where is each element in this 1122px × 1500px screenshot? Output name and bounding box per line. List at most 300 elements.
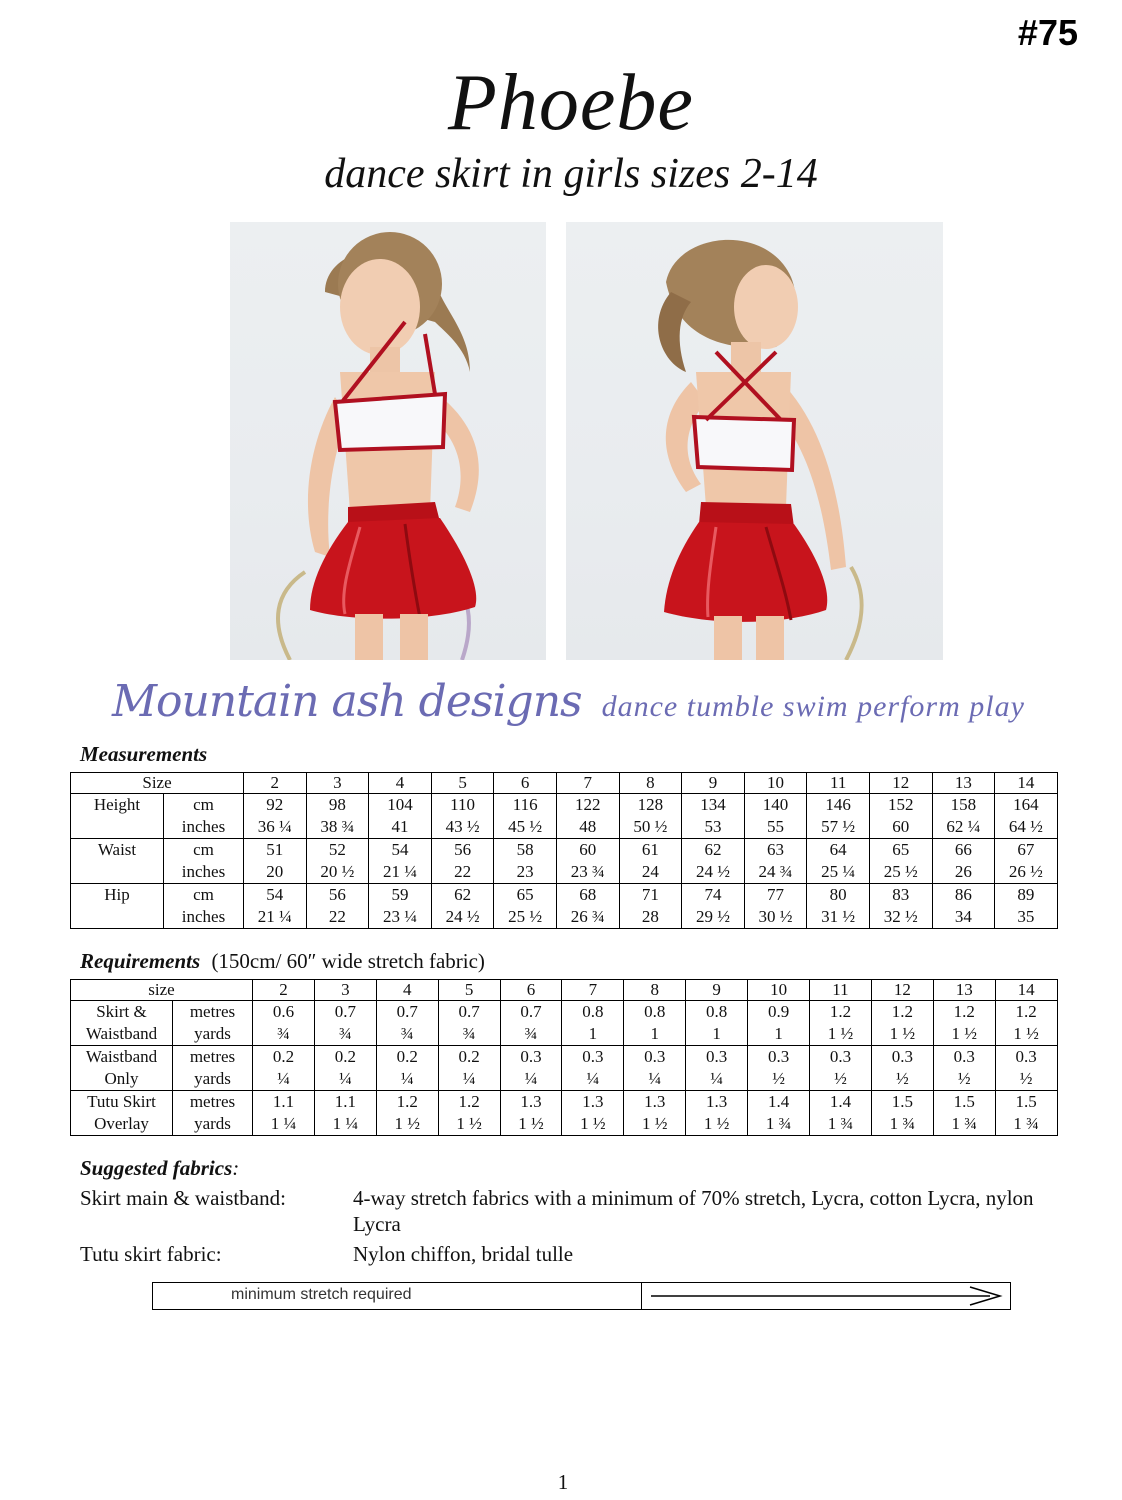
stretch-guide xyxy=(152,1282,1011,1310)
photo-back-view xyxy=(566,222,943,660)
value-inches: 41 xyxy=(391,817,409,836)
value-cell xyxy=(244,884,307,929)
value-metres: 0.3 xyxy=(582,1047,604,1066)
value-inches: 62 ¼ xyxy=(946,817,981,836)
size-column-header: 6 xyxy=(500,980,562,1001)
value-cm: 54 xyxy=(266,885,284,904)
value-cm: 89 xyxy=(1017,885,1035,904)
value-yards: ½ xyxy=(834,1069,847,1088)
unit-cell xyxy=(164,839,244,884)
value-inches: 34 xyxy=(954,907,972,926)
value-cell xyxy=(438,1001,500,1046)
value-cm: 62 xyxy=(454,885,472,904)
value-cell xyxy=(619,884,682,929)
value-inches: 28 xyxy=(641,907,659,926)
value-inches: 23 ¼ xyxy=(382,907,417,926)
value-inches: 26 ¾ xyxy=(570,907,605,926)
value-cell xyxy=(995,1001,1057,1046)
value-cell xyxy=(624,1001,686,1046)
value-inches: 53 xyxy=(704,817,722,836)
value-inches: 25 ½ xyxy=(883,862,918,881)
value-yards: 1 ½ xyxy=(394,1114,420,1133)
value-metres: 0.2 xyxy=(396,1047,418,1066)
value-yards: 1 ½ xyxy=(889,1024,916,1043)
value-cm: 134 xyxy=(700,795,726,814)
value-inches: 43 ½ xyxy=(445,817,480,836)
value-cm: 92 xyxy=(266,795,284,814)
value-metres: 1.1 xyxy=(334,1092,356,1111)
row-label-line: Waistband xyxy=(85,1024,158,1043)
row-label: Hip xyxy=(71,884,164,929)
size-column-header: 13 xyxy=(933,980,995,1001)
value-yards: 1 ½ xyxy=(456,1114,482,1133)
value-metres: 1.1 xyxy=(272,1092,295,1111)
value-cell xyxy=(369,839,432,884)
value-yards: 1 ½ xyxy=(827,1024,854,1043)
size-column-header: 8 xyxy=(624,980,686,1001)
value-cm: 83 xyxy=(892,885,910,904)
size-column-header: 3 xyxy=(314,980,376,1001)
value-yards: ¼ xyxy=(524,1069,538,1088)
value-yards: 1 ½ xyxy=(518,1114,544,1133)
value-cell xyxy=(369,884,432,929)
value-metres: 1.2 xyxy=(1015,1002,1037,1021)
value-cell xyxy=(686,1091,748,1136)
value-cell xyxy=(376,1001,438,1046)
value-inches: 36 ¼ xyxy=(257,817,292,836)
value-metres: 0.2 xyxy=(458,1047,480,1066)
value-cell xyxy=(748,1091,810,1136)
unit-label: inches xyxy=(181,862,226,881)
value-cm: 63 xyxy=(767,840,785,859)
value-cm: 128 xyxy=(637,795,664,814)
value-metres: 0.8 xyxy=(706,1002,728,1021)
fabric-label: Skirt main & waistband: xyxy=(80,1186,286,1210)
value-metres: 0.7 xyxy=(520,1002,542,1021)
pattern-subtitle: dance skirt in girls sizes 2-14 xyxy=(324,151,818,197)
value-cell xyxy=(306,884,369,929)
size-column-header: 8 xyxy=(619,773,682,794)
value-cell xyxy=(376,1091,438,1136)
value-inches: 24 ½ xyxy=(695,862,730,881)
value-cell xyxy=(744,794,807,839)
value-cell xyxy=(556,884,619,929)
value-yards: 1 ¾ xyxy=(827,1114,854,1133)
value-cell xyxy=(306,839,369,884)
value-inches: 48 xyxy=(579,817,597,836)
value-cell xyxy=(562,1001,624,1046)
value-inches: 31 ½ xyxy=(821,907,856,926)
table-row xyxy=(71,884,1058,929)
value-metres: 0.2 xyxy=(272,1047,295,1066)
size-column-header: 9 xyxy=(682,773,745,794)
value-cell xyxy=(619,839,682,884)
value-cell xyxy=(438,1091,500,1136)
page-number: 1 xyxy=(557,1470,569,1494)
value-cm: 77 xyxy=(767,885,785,904)
value-cell xyxy=(624,1046,686,1091)
value-cm: 62 xyxy=(704,840,722,859)
value-cell xyxy=(871,1046,933,1091)
value-metres: 0.3 xyxy=(706,1047,728,1066)
size-column-header: 14 xyxy=(995,773,1058,794)
value-inches: 20 xyxy=(266,862,284,881)
fabric-row-tutu xyxy=(80,1241,1060,1267)
value-metres: 0.3 xyxy=(767,1047,790,1066)
unit-label: cm xyxy=(193,885,214,904)
value-inches: 50 ½ xyxy=(633,817,668,836)
size-column-header: 5 xyxy=(438,980,500,1001)
value-cell xyxy=(682,884,745,929)
value-inches: 32 ½ xyxy=(883,907,918,926)
size-column-header: 12 xyxy=(869,773,932,794)
value-metres: 0.9 xyxy=(767,1002,790,1021)
unit-label: yards xyxy=(194,1114,231,1133)
value-cell xyxy=(314,1091,376,1136)
size-column-header: 9 xyxy=(686,980,748,1001)
value-inches: 35 xyxy=(1017,907,1035,926)
size-column-header: 4 xyxy=(376,980,438,1001)
value-cell xyxy=(871,1001,933,1046)
value-metres: 1.2 xyxy=(396,1092,418,1111)
value-metres: 1.2 xyxy=(953,1002,975,1021)
requirements-table xyxy=(70,979,1058,1136)
value-cm: 61 xyxy=(641,840,659,859)
value-cm: 80 xyxy=(829,885,847,904)
value-inches: 24 ½ xyxy=(445,907,480,926)
value-yards: ¼ xyxy=(648,1069,662,1088)
size-column-header: 4 xyxy=(369,773,432,794)
value-cell xyxy=(869,794,932,839)
value-cm: 164 xyxy=(1013,795,1039,814)
value-cell xyxy=(500,1001,562,1046)
value-metres: 0.8 xyxy=(644,1002,666,1021)
value-cell xyxy=(556,794,619,839)
value-cm: 56 xyxy=(454,840,472,859)
value-inches: 26 ½ xyxy=(1008,862,1043,881)
value-metres: 0.8 xyxy=(582,1002,604,1021)
value-cell xyxy=(869,839,932,884)
value-cm: 116 xyxy=(512,795,538,814)
unit-cell xyxy=(173,1091,253,1136)
value-cm: 152 xyxy=(887,795,914,814)
value-inches: 23 xyxy=(516,862,534,881)
value-yards: 1 ¾ xyxy=(765,1114,792,1133)
size-column-header: 2 xyxy=(244,773,307,794)
value-cell xyxy=(500,1046,562,1091)
value-cm: 140 xyxy=(762,795,789,814)
value-inches: 57 ½ xyxy=(821,817,856,836)
value-metres: 1.2 xyxy=(829,1002,852,1021)
brand-name: Mountain ash designs xyxy=(112,676,582,727)
value-inches: 22 xyxy=(328,907,346,926)
value-metres: 1.5 xyxy=(953,1092,975,1111)
value-cell xyxy=(562,1046,624,1091)
value-cell xyxy=(748,1001,810,1046)
value-cell xyxy=(253,1091,315,1136)
unit-cell xyxy=(173,1046,253,1091)
unit-label: yards xyxy=(194,1024,231,1043)
value-yards: ¾ xyxy=(524,1024,538,1043)
value-metres: 0.2 xyxy=(334,1047,356,1066)
value-cm: 122 xyxy=(575,795,601,814)
value-cell xyxy=(431,839,494,884)
measurements-table xyxy=(70,772,1058,929)
value-cell xyxy=(932,839,995,884)
value-yards: 1 ¾ xyxy=(1013,1114,1039,1133)
value-metres: 1.3 xyxy=(706,1092,728,1111)
value-cell xyxy=(682,839,745,884)
value-yards: 1 ½ xyxy=(580,1114,606,1133)
unit-label: inches xyxy=(181,907,226,926)
value-metres: 1.4 xyxy=(767,1092,790,1111)
value-inches: 30 ½ xyxy=(758,907,793,926)
value-cell xyxy=(494,884,557,929)
unit-label: yards xyxy=(194,1069,231,1088)
fabric-value: Nylon chiffon, bridal tulle xyxy=(353,1242,574,1266)
value-metres: 1.3 xyxy=(582,1092,604,1111)
value-metres: 0.3 xyxy=(520,1047,542,1066)
value-cm: 68 xyxy=(579,885,597,904)
fabric-label: Tutu skirt fabric: xyxy=(80,1242,222,1266)
value-cell xyxy=(686,1001,748,1046)
value-yards: 1 ½ xyxy=(1013,1024,1039,1043)
value-yards: ¼ xyxy=(710,1069,724,1088)
value-inches: 25 ½ xyxy=(508,907,543,926)
unit-label: inches xyxy=(181,817,226,836)
suggested-fabrics: Suggested fabrics: Skirt main & waistband: 4-way stretch fabrics with a minimum of 70% stretch, Lycra, cotton Lycra, nylon Lycra Tutu skirt fabric: Nylon chiffon, bridal tulle xyxy=(80,1156,1060,1267)
value-yards: 1 ½ xyxy=(951,1024,977,1043)
value-yards: ¼ xyxy=(400,1069,414,1088)
value-cell xyxy=(431,794,494,839)
value-inches: 24 xyxy=(641,862,659,881)
value-cm: 66 xyxy=(954,840,972,859)
value-cell xyxy=(807,839,870,884)
row-label xyxy=(71,1046,173,1091)
value-cell xyxy=(562,1091,624,1136)
value-yards: ¼ xyxy=(586,1069,600,1088)
value-metres: 0.3 xyxy=(644,1047,666,1066)
unit-cell xyxy=(173,1001,253,1046)
size-column-header: 2 xyxy=(253,980,315,1001)
value-cell xyxy=(253,1046,315,1091)
value-cell xyxy=(494,839,557,884)
value-yards: 1 ½ xyxy=(642,1114,668,1133)
fabric-value: 4-way stretch fabrics with a minimum of 70% stretch, Lycra, cotton Lycra, nylon Lycra xyxy=(353,1186,1034,1236)
unit-cell xyxy=(164,794,244,839)
value-metres: 0.3 xyxy=(829,1047,852,1066)
value-cell xyxy=(376,1046,438,1091)
value-cell xyxy=(807,794,870,839)
value-cm: 51 xyxy=(266,840,284,859)
value-yards: ¾ xyxy=(462,1024,476,1043)
value-yards: ¾ xyxy=(338,1024,352,1043)
value-yards: ¼ xyxy=(277,1069,290,1088)
size-column-header: 14 xyxy=(995,980,1057,1001)
value-cell xyxy=(933,1091,995,1136)
value-cell xyxy=(682,794,745,839)
value-metres: 0.7 xyxy=(458,1002,480,1021)
value-inches: 25 ¼ xyxy=(821,862,856,881)
value-inches: 29 ½ xyxy=(695,907,730,926)
value-metres: 0.7 xyxy=(334,1002,356,1021)
value-cell xyxy=(810,1091,872,1136)
value-cell xyxy=(933,1001,995,1046)
value-metres: 1.2 xyxy=(458,1092,480,1111)
value-cell xyxy=(995,1046,1057,1091)
pattern-title: Phoebe xyxy=(448,59,694,147)
value-cm: 56 xyxy=(328,885,346,904)
value-metres: 1.2 xyxy=(891,1002,913,1021)
value-metres: 1.5 xyxy=(1015,1092,1037,1111)
table-row xyxy=(71,1001,1058,1046)
size-header: Size xyxy=(71,773,244,794)
unit-label: metres xyxy=(189,1047,236,1066)
size-column-header: 10 xyxy=(748,980,810,1001)
size-column-header: 5 xyxy=(431,773,494,794)
value-cm: 98 xyxy=(328,795,346,814)
value-yards: ½ xyxy=(895,1069,909,1088)
value-cell xyxy=(995,794,1058,839)
value-yards: ½ xyxy=(772,1069,785,1088)
unit-label: metres xyxy=(189,1002,236,1021)
value-metres: 0.3 xyxy=(891,1047,913,1066)
value-inches: 64 ½ xyxy=(1008,817,1043,836)
value-inches: 26 xyxy=(954,862,972,881)
value-inches: 23 ¾ xyxy=(570,862,605,881)
value-yards: 1 ¾ xyxy=(951,1114,977,1133)
value-cell xyxy=(431,884,494,929)
value-inches: 24 ¾ xyxy=(758,862,793,881)
size-column-header: 7 xyxy=(556,773,619,794)
value-metres: 0.3 xyxy=(953,1047,975,1066)
table-row xyxy=(71,794,1058,839)
value-cell xyxy=(744,839,807,884)
value-inches: 60 xyxy=(892,817,910,836)
value-metres: 1.3 xyxy=(520,1092,542,1111)
value-yards: 1 xyxy=(650,1024,660,1043)
value-cm: 52 xyxy=(328,840,346,859)
value-metres: 0.6 xyxy=(272,1002,295,1021)
fabric-row-skirt xyxy=(80,1185,1060,1237)
value-inches: 20 ½ xyxy=(320,862,355,881)
value-yards: ½ xyxy=(1019,1069,1033,1088)
value-cell xyxy=(369,794,432,839)
value-yards: 1 ½ xyxy=(703,1114,730,1133)
value-cell xyxy=(871,1091,933,1136)
value-cm: 110 xyxy=(450,795,476,814)
value-cell xyxy=(995,884,1058,929)
size-column-header: 3 xyxy=(306,773,369,794)
value-yards: 1 ¼ xyxy=(270,1114,297,1133)
table-header-row xyxy=(71,980,1058,1001)
value-inches: 21 ¼ xyxy=(382,862,417,881)
row-label-line: Overlay xyxy=(94,1114,149,1133)
value-cm: 65 xyxy=(892,840,910,859)
value-cm: 158 xyxy=(950,795,977,814)
value-cell xyxy=(995,839,1058,884)
size-column-header: 6 xyxy=(494,773,557,794)
value-inches: 21 ¼ xyxy=(257,907,292,926)
row-label-line: Waistband xyxy=(85,1047,158,1066)
value-cm: 59 xyxy=(391,885,409,904)
brand-tagline: dance tumble swim perform play xyxy=(601,690,1025,723)
size-column-header: 12 xyxy=(871,980,933,1001)
value-cell xyxy=(624,1091,686,1136)
value-cm: 65 xyxy=(516,885,534,904)
value-cm: 54 xyxy=(391,840,409,859)
value-cm: 71 xyxy=(641,885,659,904)
row-label-line: Tutu Skirt xyxy=(87,1092,156,1111)
photo-front-view xyxy=(230,222,546,660)
row-label-line: Skirt & xyxy=(96,1002,147,1021)
value-cm: 58 xyxy=(516,840,534,859)
value-cell xyxy=(500,1091,562,1136)
value-inches: 55 xyxy=(767,817,785,836)
value-inches: 22 xyxy=(454,862,472,881)
value-inches: 45 ½ xyxy=(508,817,543,836)
value-cm: 86 xyxy=(954,885,972,904)
table-header-row xyxy=(71,773,1058,794)
value-metres: 1.4 xyxy=(829,1092,852,1111)
value-cm: 146 xyxy=(825,795,851,814)
row-label: Height xyxy=(71,794,164,839)
pattern-number: #75 xyxy=(1017,12,1078,53)
value-cell xyxy=(932,884,995,929)
row-label-line: Only xyxy=(104,1069,139,1088)
unit-cell xyxy=(164,884,244,929)
value-yards: 1 ¼ xyxy=(332,1114,359,1133)
requirements-heading: Requirements (150cm/ 60″ wide stretch fabric) xyxy=(80,949,485,973)
value-yards: ¾ xyxy=(277,1024,290,1043)
value-cell xyxy=(314,1046,376,1091)
value-yards: 1 xyxy=(712,1024,721,1043)
value-metres: 1.3 xyxy=(644,1092,666,1111)
measurements-heading: Measurements xyxy=(80,742,208,766)
value-yards: ¾ xyxy=(400,1024,414,1043)
row-label: Waist xyxy=(71,839,164,884)
value-cell xyxy=(933,1046,995,1091)
value-yards: 1 xyxy=(774,1024,783,1043)
row-label xyxy=(71,1091,173,1136)
size-column-header: 11 xyxy=(807,773,870,794)
value-cell xyxy=(244,794,307,839)
value-cell xyxy=(869,884,932,929)
value-metres: 0.3 xyxy=(1015,1047,1037,1066)
stretch-guide-label: minimum stretch required xyxy=(231,1286,412,1303)
value-yards: ½ xyxy=(957,1069,971,1088)
value-cell xyxy=(619,794,682,839)
stretch-guide-divider xyxy=(641,1283,642,1309)
value-cm: 60 xyxy=(579,840,597,859)
value-yards: ¼ xyxy=(462,1069,476,1088)
value-metres: 0.7 xyxy=(396,1002,418,1021)
size-column-header: 11 xyxy=(810,980,872,1001)
value-inches: 38 ¾ xyxy=(320,817,355,836)
table-row xyxy=(71,1046,1058,1091)
unit-label: cm xyxy=(193,795,214,814)
value-cell xyxy=(810,1046,872,1091)
value-cell xyxy=(556,839,619,884)
value-cm: 74 xyxy=(704,885,722,904)
value-cm: 104 xyxy=(387,795,413,814)
value-cell xyxy=(686,1046,748,1091)
value-cell xyxy=(244,839,307,884)
brand-line xyxy=(112,676,1025,727)
value-yards: 1 ¾ xyxy=(889,1114,916,1133)
value-yards: 1 xyxy=(588,1024,598,1043)
row-label xyxy=(71,1001,173,1046)
